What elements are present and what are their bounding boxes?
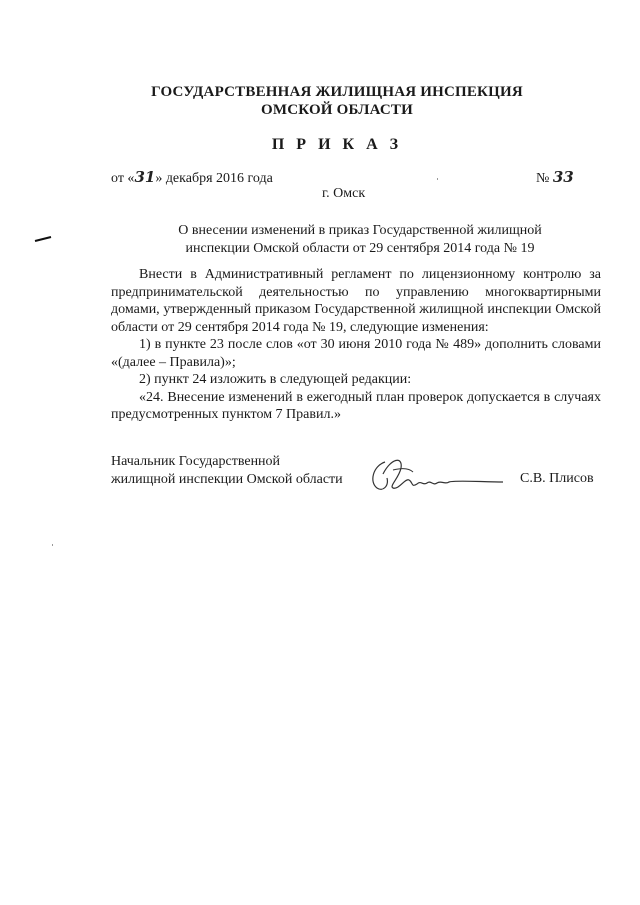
date-day-handwritten: 31 (134, 168, 156, 186)
order-body (111, 266, 601, 424)
date-suffix: » декабря 2016 года (155, 171, 273, 186)
subject-line2: инспекции Омской области от 29 сентября 2014 года № 19 (185, 241, 535, 256)
date-prefix: от « (111, 171, 135, 186)
position-line2: жилищной инспекции Омской области (111, 472, 343, 487)
signatory-name: С.В. Плисов (520, 471, 594, 486)
number-sign: № (536, 171, 550, 186)
subject-line1: О внесении изменений в приказ Государственной жилищной (178, 223, 542, 238)
position-line1: Начальник Государственной (111, 454, 281, 469)
signatory-position (111, 453, 361, 489)
organization-name-line1: ГОСУДАРСТВЕННАЯ ЖИЛИЩНАЯ ИНСПЕКЦИЯ (151, 84, 523, 100)
handwritten-signature (363, 452, 513, 500)
scan-speck (52, 544, 53, 546)
body-item-2-text: «24. Внесение изменений в ежегодный план проверок допускается в случаях предусмотренных пунктом 7 Правил.» (111, 389, 601, 422)
body-intro-paragraph: Внести в Административный регламент по лицензионному контролю за предпринимательской деятельностью по управлению многоквартирными домами, утвержденный приказом Государственной жилищной инспекции Омской области от 29 сентября 2014 года № 19, следующие изменения: (111, 267, 601, 335)
order-subject (160, 222, 560, 258)
margin-mark (34, 236, 52, 242)
organization-name-line2: ОМСКОЙ ОБЛАСТИ (260, 102, 414, 118)
body-item-1: 1) в пункте 23 после слов «от 30 июня 2010 года № 489» дополнить словами «(далее – Правила)»; (111, 337, 601, 370)
number-value-handwritten: 33 (552, 168, 574, 186)
city-name: г. Омск (322, 186, 366, 201)
scan-speck (437, 178, 438, 180)
body-item-2: 2) пункт 24 изложить в следующей редакции: (139, 372, 412, 387)
document-title: П Р И К А З (271, 136, 403, 153)
order-number (536, 168, 574, 187)
order-date (111, 168, 273, 187)
